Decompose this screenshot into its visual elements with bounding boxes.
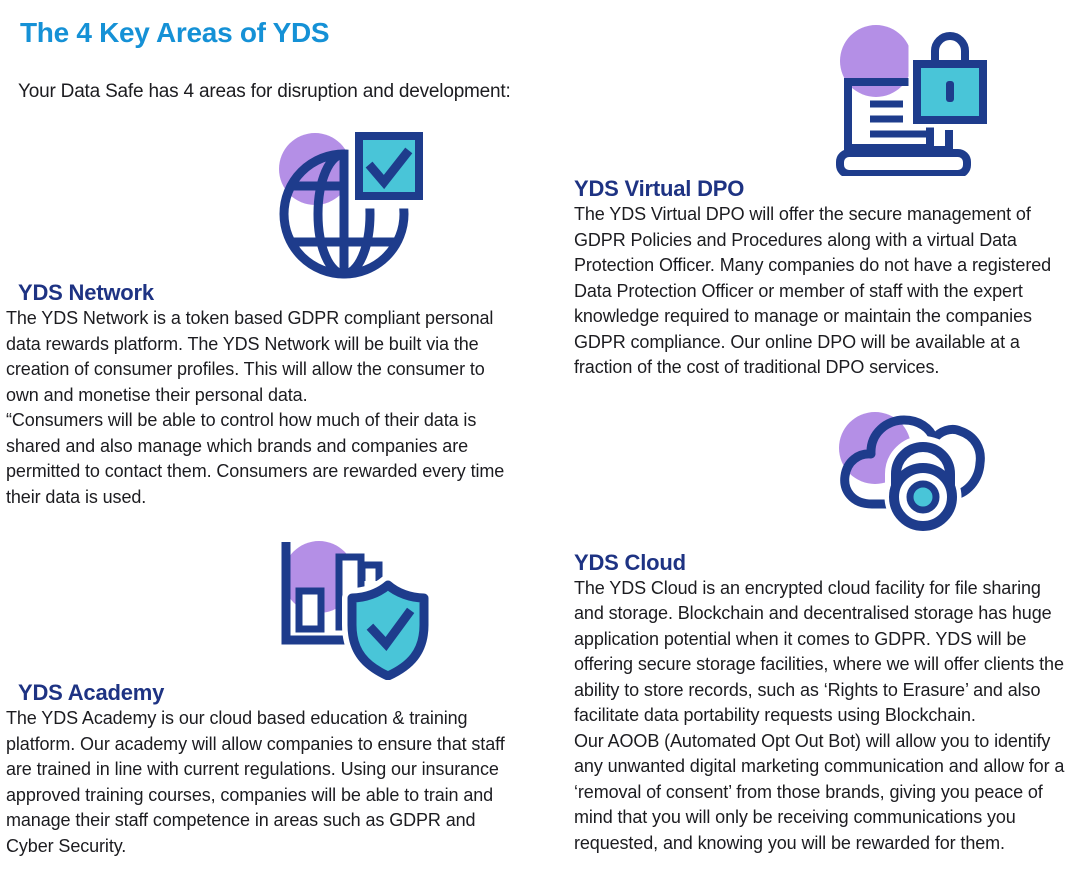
section-paragraph: “Consumers will be able to control how much of their data is shared and also manage which brands and companies are permitted to contact them. Consumers are rewarded every time their data is used. [6,410,505,507]
page-subtitle: Your Data Safe has 4 areas for disruption and development: [18,81,511,102]
shield [352,585,424,676]
right-column [574,0,1080,859]
section-paragraph: The YDS Cloud is an encrypted cloud facility for file sharing and storage. Blockchain and decentralised storage has huge application potential when it comes to GDPR. YDS will be offering secure storage facilities, where we will offer clients the ability to store records, such as ‘Rights to Erasure’ and also facilitate data portability requests using Blockchain. [574,577,1064,725]
cloud-lock-icon [832,400,1007,550]
globe-check-icon [278,128,444,280]
section-paragraph: The YDS Virtual DPO will offer the secure management of GDPR Policies and Procedures along with a virtual Data Protection Officer. Many companies do not have a registered Data Protection Officer or member of staff with the expert knowledge required to manage or maintain the companies GDPR compliance. Our online DPO will be available at a fraction of the cost of traditional DPO services. [574,204,1052,377]
chart-shield-icon [276,524,451,680]
section-heading-cloud: YDS Cloud [574,549,686,575]
section-heading-network: YDS Network [18,280,154,305]
page-title: The 4 Key Areas of YDS [20,17,330,48]
section-paragraph: Our AOOB (Automated Opt Out Bot) will allow you to identify any unwanted digital marketing communication and allow for a ‘removal of consent’ from those brands, giving you peace of mind that you will only be receiving communications you requested, and knowing you will be rewarded for them. [574,730,1065,853]
left-column [0,0,528,859]
section-paragraph: The YDS Academy is our cloud based education & training platform. Our academy will allow companies to ensure that staff are trained in line with current regulations. Using our insurance approved training courses, companies will be able to train and manage their staff competence in areas such as GDPR and Cyber Security. [6,708,505,856]
section-heading-virtual-dpo: YDS Virtual DPO [574,176,745,201]
document-lock-icon [832,20,1007,176]
section-heading-academy: YDS Academy [18,680,165,705]
section-paragraph: The YDS Network is a token based GDPR compliant personal data rewards platform. The YDS Network will be built via the creation of consumer profiles. This will allow the consumer to own and monetise their personal data. [6,308,494,405]
